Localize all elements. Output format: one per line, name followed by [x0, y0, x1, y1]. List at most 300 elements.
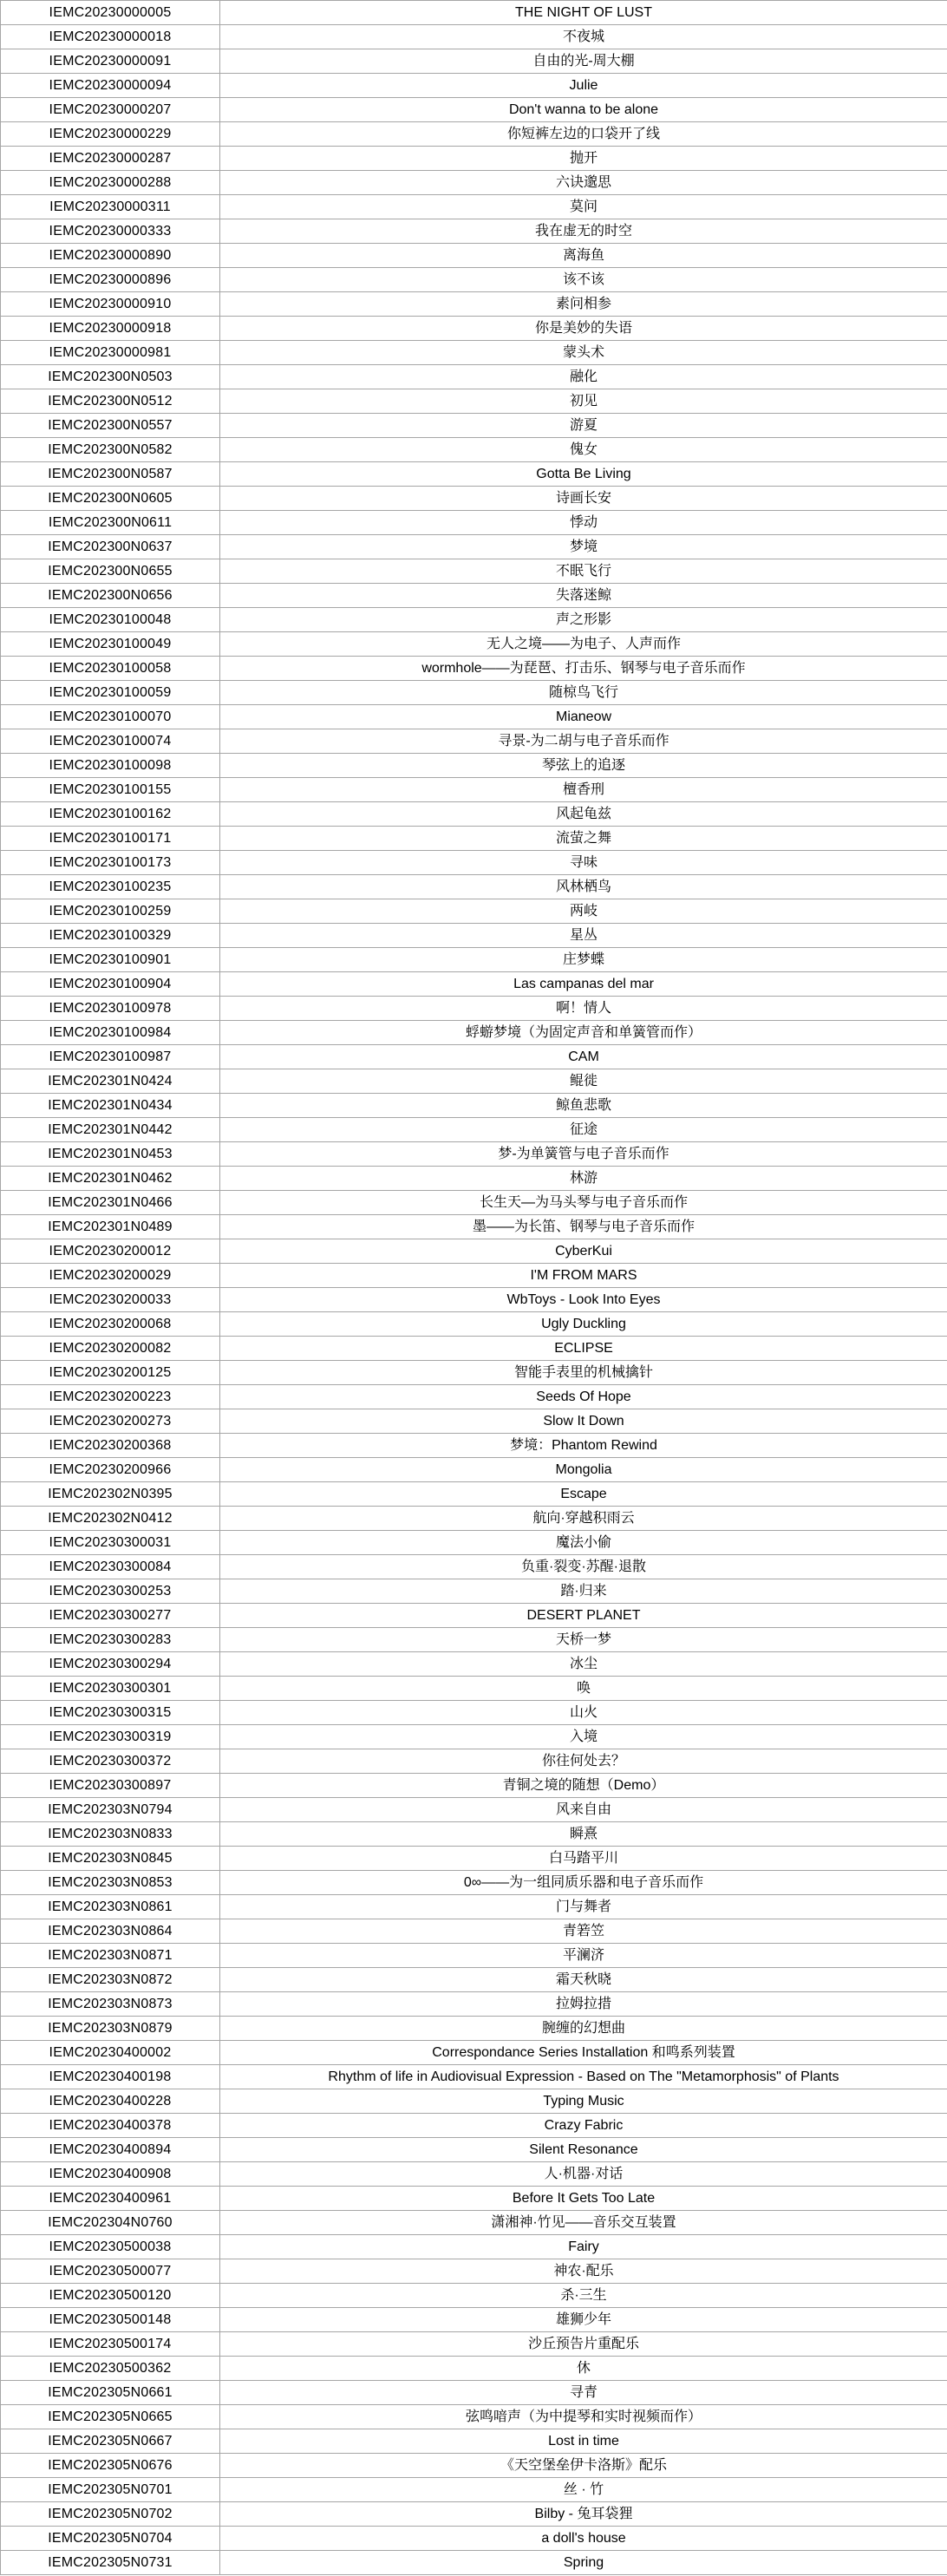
- entry-title-cell[interactable]: 游夏: [220, 414, 947, 438]
- entry-title-cell[interactable]: 杀·三生: [220, 2284, 947, 2308]
- table-row: [1, 1677, 947, 1701]
- entry-id-cell[interactable]: IEMC20230500120: [1, 2284, 220, 2308]
- table-row: [1, 122, 947, 147]
- entry-id-cell[interactable]: IEMC20230100904: [1, 972, 220, 997]
- table-row: [1, 1652, 947, 1677]
- table-row: [1, 1094, 947, 1118]
- entry-id-cell[interactable]: IEMC20230300294: [1, 1652, 220, 1677]
- entry-title-cell[interactable]: Bilby - 兔耳袋狸: [220, 2502, 947, 2527]
- table-row: [1, 2284, 947, 2308]
- entry-id-cell[interactable]: IEMC20230300897: [1, 1774, 220, 1798]
- entry-id-cell[interactable]: IEMC20230400378: [1, 2114, 220, 2138]
- entry-title-cell[interactable]: 梦-为单簧管与电子音乐而作: [220, 1142, 947, 1167]
- entry-title-cell[interactable]: 腕缠的幻想曲: [220, 2017, 947, 2041]
- table-row: [1, 875, 947, 899]
- entry-title-cell[interactable]: Mianeow: [220, 705, 947, 729]
- entry-id-cell[interactable]: IEMC20230000981: [1, 341, 220, 365]
- table-row: [1, 1337, 947, 1361]
- entry-id-cell[interactable]: IEMC20230100058: [1, 657, 220, 681]
- entry-title-cell[interactable]: Seeds Of Hope: [220, 1385, 947, 1409]
- entry-id-cell[interactable]: IEMC20230400908: [1, 2162, 220, 2187]
- entry-id-cell[interactable]: IEMC202303N0833: [1, 1822, 220, 1847]
- entry-id-cell[interactable]: IEMC20230300315: [1, 1701, 220, 1725]
- entry-title-cell[interactable]: Julie: [220, 74, 947, 98]
- entry-title-cell[interactable]: 檀香刑: [220, 778, 947, 802]
- entry-id-cell[interactable]: IEMC20230100074: [1, 729, 220, 754]
- entry-title-cell[interactable]: 潇湘神·竹见——音乐交互装置: [220, 2211, 947, 2235]
- entry-id-cell[interactable]: IEMC20230100259: [1, 899, 220, 924]
- entry-title-cell[interactable]: 不夜城: [220, 25, 947, 49]
- table-row: [1, 2162, 947, 2187]
- table-row: [1, 681, 947, 705]
- table-row: [1, 851, 947, 875]
- entry-title-cell[interactable]: 征途: [220, 1118, 947, 1142]
- entry-id-cell[interactable]: IEMC20230000918: [1, 317, 220, 341]
- table-row: [1, 1264, 947, 1288]
- table-row: [1, 2478, 947, 2502]
- entry-title-cell[interactable]: Crazy Fabric: [220, 2114, 947, 2138]
- entry-id-cell[interactable]: IEMC20230400894: [1, 2138, 220, 2162]
- entry-id-cell[interactable]: IEMC20230100048: [1, 608, 220, 632]
- entry-title-cell[interactable]: 庄梦蝶: [220, 948, 947, 972]
- entry-id-cell[interactable]: IEMC20230200966: [1, 1458, 220, 1482]
- entry-id-cell[interactable]: IEMC20230100235: [1, 875, 220, 899]
- table-row: [1, 657, 947, 681]
- entry-id-cell[interactable]: IEMC20230300277: [1, 1604, 220, 1628]
- entry-id-cell[interactable]: IEMC202301N0466: [1, 1191, 220, 1215]
- entry-id-cell[interactable]: IEMC20230000005: [1, 1, 220, 25]
- entry-title-cell[interactable]: Spring: [220, 2551, 947, 2575]
- entry-id-cell[interactable]: IEMC20230300031: [1, 1531, 220, 1555]
- table-row: [1, 1409, 947, 1434]
- entry-id-cell[interactable]: IEMC202303N0864: [1, 1919, 220, 1944]
- entry-id-cell[interactable]: IEMC20230000311: [1, 195, 220, 219]
- entry-title-cell[interactable]: 融化: [220, 365, 947, 389]
- entry-id-cell[interactable]: IEMC20230100984: [1, 1021, 220, 1045]
- entry-id-cell[interactable]: IEMC202301N0462: [1, 1167, 220, 1191]
- table-row: [1, 632, 947, 657]
- entry-id-cell[interactable]: IEMC20230200368: [1, 1434, 220, 1458]
- entry-title-cell[interactable]: 入境: [220, 1725, 947, 1749]
- entry-id-cell[interactable]: IEMC202300N0655: [1, 559, 220, 584]
- table-row: [1, 535, 947, 559]
- table-row: [1, 1895, 947, 1919]
- entry-title-cell[interactable]: 休: [220, 2357, 947, 2381]
- table-row: [1, 438, 947, 462]
- entry-title-cell[interactable]: Slow It Down: [220, 1409, 947, 1434]
- table-row: [1, 2332, 947, 2357]
- entry-title-cell[interactable]: Before It Gets Too Late: [220, 2187, 947, 2211]
- entry-title-cell[interactable]: 鲲徙: [220, 1069, 947, 1094]
- entry-title-cell[interactable]: THE NIGHT OF LUST: [220, 1, 947, 25]
- table-row: [1, 389, 947, 414]
- entry-title-cell[interactable]: 自由的光-周大棚: [220, 49, 947, 74]
- table-row: [1, 2551, 947, 2575]
- table-row: [1, 2405, 947, 2429]
- entry-title-cell[interactable]: 踏·归来: [220, 1579, 947, 1604]
- table-row: [1, 2308, 947, 2332]
- table-row: [1, 2381, 947, 2405]
- entry-title-cell[interactable]: 星丛: [220, 924, 947, 948]
- entry-id-cell[interactable]: IEMC202300N0512: [1, 389, 220, 414]
- entry-title-cell[interactable]: 你往何处去？: [220, 1749, 947, 1774]
- entry-id-cell[interactable]: IEMC202300N0611: [1, 511, 220, 535]
- entry-id-cell[interactable]: IEMC20230100049: [1, 632, 220, 657]
- entry-id-cell[interactable]: IEMC20230100901: [1, 948, 220, 972]
- table-row: [1, 1822, 947, 1847]
- entry-title-cell[interactable]: DESERT PLANET: [220, 1604, 947, 1628]
- table-row: [1, 244, 947, 268]
- entry-id-cell[interactable]: IEMC20230000094: [1, 74, 220, 98]
- entry-title-cell[interactable]: CAM: [220, 1045, 947, 1069]
- entry-title-cell[interactable]: WbToys - Look Into Eyes: [220, 1288, 947, 1312]
- entry-id-cell[interactable]: IEMC202305N0704: [1, 2527, 220, 2551]
- entry-title-cell[interactable]: 风来自由: [220, 1798, 947, 1822]
- entry-id-cell[interactable]: IEMC20230000091: [1, 49, 220, 74]
- table-row: [1, 292, 947, 317]
- entry-id-cell[interactable]: IEMC20230500362: [1, 2357, 220, 2381]
- entry-title-cell[interactable]: 无人之境——为电子、人声而作: [220, 632, 947, 657]
- entry-title-cell[interactable]: 瞬熹: [220, 1822, 947, 1847]
- entry-title-cell[interactable]: 该不该: [220, 268, 947, 292]
- entry-id-cell[interactable]: IEMC20230300319: [1, 1725, 220, 1749]
- entry-title-cell[interactable]: 风起龟兹: [220, 802, 947, 827]
- entry-title-cell[interactable]: 流萤之舞: [220, 827, 947, 851]
- entry-id-cell[interactable]: IEMC202300N0605: [1, 487, 220, 511]
- entry-id-cell[interactable]: IEMC20230100070: [1, 705, 220, 729]
- entry-title-cell[interactable]: 初见: [220, 389, 947, 414]
- entry-title-cell[interactable]: 傀女: [220, 438, 947, 462]
- table-row: [1, 171, 947, 195]
- entry-title-cell[interactable]: 门与舞者: [220, 1895, 947, 1919]
- entry-id-cell[interactable]: IEMC20230500038: [1, 2235, 220, 2259]
- entry-id-cell[interactable]: IEMC202303N0861: [1, 1895, 220, 1919]
- entry-title-cell[interactable]: 失落迷鲸: [220, 584, 947, 608]
- entry-id-cell[interactable]: IEMC20230100171: [1, 827, 220, 851]
- table-row: [1, 778, 947, 802]
- entry-id-cell[interactable]: IEMC202301N0489: [1, 1215, 220, 1239]
- table-row: [1, 317, 947, 341]
- entry-title-cell[interactable]: 素问相参: [220, 292, 947, 317]
- table-row: [1, 705, 947, 729]
- entry-id-cell[interactable]: IEMC202301N0442: [1, 1118, 220, 1142]
- entry-title-cell[interactable]: 你短裤左边的口袋开了线: [220, 122, 947, 147]
- entry-id-cell[interactable]: IEMC202303N0872: [1, 1968, 220, 1992]
- entry-id-cell[interactable]: IEMC20230300301: [1, 1677, 220, 1701]
- entry-id-cell[interactable]: IEMC20230100987: [1, 1045, 220, 1069]
- entry-title-cell[interactable]: 白马踏平川: [220, 1847, 947, 1871]
- entry-id-cell[interactable]: IEMC20230200082: [1, 1337, 220, 1361]
- entry-title-cell[interactable]: 鲸鱼悲歌: [220, 1094, 947, 1118]
- entry-title-cell[interactable]: 《天空堡垒伊卡洛斯》配乐: [220, 2454, 947, 2478]
- table-row: [1, 1919, 947, 1944]
- table-row: [1, 2211, 947, 2235]
- entry-title-cell[interactable]: 沙丘预告片重配乐: [220, 2332, 947, 2357]
- entry-title-cell[interactable]: 天桥一梦: [220, 1628, 947, 1652]
- table-row: [1, 1531, 947, 1555]
- entry-title-cell[interactable]: 莫问: [220, 195, 947, 219]
- entry-title-cell[interactable]: a doll's house: [220, 2527, 947, 2551]
- entry-id-cell[interactable]: IEMC20230000229: [1, 122, 220, 147]
- entry-title-cell[interactable]: 青铜之境的随想（Demo）: [220, 1774, 947, 1798]
- entry-id-cell[interactable]: IEMC20230000910: [1, 292, 220, 317]
- entry-title-cell[interactable]: 啊！情人: [220, 997, 947, 1021]
- entry-id-cell[interactable]: IEMC202305N0661: [1, 2381, 220, 2405]
- entry-title-cell[interactable]: Las campanas del mar: [220, 972, 947, 997]
- entry-id-cell[interactable]: IEMC20230000018: [1, 25, 220, 49]
- entry-title-cell[interactable]: 我在虚无的时空: [220, 219, 947, 244]
- entry-id-cell[interactable]: IEMC20230200223: [1, 1385, 220, 1409]
- entry-title-cell[interactable]: Fairy: [220, 2235, 947, 2259]
- table-row: [1, 1434, 947, 1458]
- table-row: [1, 1021, 947, 1045]
- entry-id-cell[interactable]: IEMC202300N0587: [1, 462, 220, 487]
- table-row: [1, 948, 947, 972]
- table-row: [1, 997, 947, 1021]
- entry-title-cell[interactable]: 梦境：Phantom Rewind: [220, 1434, 947, 1458]
- entry-id-cell[interactable]: IEMC20230500148: [1, 2308, 220, 2332]
- entry-title-cell[interactable]: 梦境: [220, 535, 947, 559]
- entry-id-cell[interactable]: IEMC20230200125: [1, 1361, 220, 1385]
- entry-title-cell[interactable]: 霜天秋晓: [220, 1968, 947, 1992]
- entry-id-cell[interactable]: IEMC20230400002: [1, 2041, 220, 2065]
- table-row: [1, 1604, 947, 1628]
- entry-id-cell[interactable]: IEMC20230200273: [1, 1409, 220, 1434]
- entry-id-cell[interactable]: IEMC20230200033: [1, 1288, 220, 1312]
- entry-title-cell[interactable]: 蒙头术: [220, 341, 947, 365]
- entry-id-cell[interactable]: IEMC20230500077: [1, 2259, 220, 2284]
- entry-id-cell[interactable]: IEMC202302N0395: [1, 1482, 220, 1507]
- entry-id-cell[interactable]: IEMC20230300283: [1, 1628, 220, 1652]
- entry-title-cell[interactable]: Lost in time: [220, 2429, 947, 2454]
- table-row: [1, 1798, 947, 1822]
- table-row: [1, 341, 947, 365]
- entry-id-cell[interactable]: IEMC20230000333: [1, 219, 220, 244]
- entry-title-cell[interactable]: 不眠飞行: [220, 559, 947, 584]
- table-row: [1, 462, 947, 487]
- entry-id-cell[interactable]: IEMC20230400961: [1, 2187, 220, 2211]
- table-row: [1, 414, 947, 438]
- table-row: [1, 1069, 947, 1094]
- entry-id-cell[interactable]: IEMC20230000896: [1, 268, 220, 292]
- entries-table-body: [1, 1, 947, 2575]
- table-row: [1, 1288, 947, 1312]
- entry-id-cell[interactable]: IEMC202304N0760: [1, 2211, 220, 2235]
- table-row: [1, 1628, 947, 1652]
- entry-id-cell[interactable]: IEMC202303N0871: [1, 1944, 220, 1968]
- table-row: [1, 219, 947, 244]
- table-row: [1, 827, 947, 851]
- entry-title-cell[interactable]: 风林栖鸟: [220, 875, 947, 899]
- entry-title-cell[interactable]: 林游: [220, 1167, 947, 1191]
- table-row: [1, 74, 947, 98]
- entry-id-cell[interactable]: IEMC20230000288: [1, 171, 220, 195]
- entry-id-cell[interactable]: IEMC20230000207: [1, 98, 220, 122]
- entry-id-cell[interactable]: IEMC20230300253: [1, 1579, 220, 1604]
- entry-id-cell[interactable]: IEMC20230000287: [1, 147, 220, 171]
- entry-title-cell[interactable]: Gotta Be Living: [220, 462, 947, 487]
- entry-title-cell[interactable]: 唤: [220, 1677, 947, 1701]
- table-row: [1, 2114, 947, 2138]
- entry-id-cell[interactable]: IEMC202303N0853: [1, 1871, 220, 1895]
- table-row: [1, 1215, 947, 1239]
- table-row: [1, 1725, 947, 1749]
- entry-id-cell[interactable]: IEMC20230100173: [1, 851, 220, 875]
- table-row: [1, 2259, 947, 2284]
- entry-id-cell[interactable]: IEMC202305N0731: [1, 2551, 220, 2575]
- entry-id-cell[interactable]: IEMC202300N0637: [1, 535, 220, 559]
- entry-title-cell[interactable]: 丝 · 竹: [220, 2478, 947, 2502]
- entry-id-cell[interactable]: IEMC20230100162: [1, 802, 220, 827]
- entry-id-cell[interactable]: IEMC202300N0503: [1, 365, 220, 389]
- entry-id-cell[interactable]: IEMC202301N0424: [1, 1069, 220, 1094]
- entry-title-cell[interactable]: Ugly Duckling: [220, 1312, 947, 1337]
- entry-title-cell[interactable]: ECLIPSE: [220, 1337, 947, 1361]
- entry-id-cell[interactable]: IEMC20230300084: [1, 1555, 220, 1579]
- entry-title-cell[interactable]: CyberKui: [220, 1239, 947, 1264]
- entry-id-cell[interactable]: IEMC20230400228: [1, 2089, 220, 2114]
- entry-id-cell[interactable]: IEMC20230100098: [1, 754, 220, 778]
- entry-id-cell[interactable]: IEMC202303N0845: [1, 1847, 220, 1871]
- table-row: [1, 2065, 947, 2089]
- entry-id-cell[interactable]: IEMC202305N0665: [1, 2405, 220, 2429]
- table-row: [1, 1312, 947, 1337]
- entry-id-cell[interactable]: IEMC202303N0879: [1, 2017, 220, 2041]
- entry-title-cell[interactable]: 青箬笠: [220, 1919, 947, 1944]
- entry-title-cell[interactable]: 离海鱼: [220, 244, 947, 268]
- table-row: [1, 802, 947, 827]
- entry-title-cell[interactable]: 弦鸣喑声（为中提琴和实时视频而作）: [220, 2405, 947, 2429]
- table-row: [1, 729, 947, 754]
- entry-title-cell[interactable]: 人·机器·对话: [220, 2162, 947, 2187]
- table-row: [1, 2041, 947, 2065]
- entry-id-cell[interactable]: IEMC20230100059: [1, 681, 220, 705]
- entry-id-cell[interactable]: IEMC20230500174: [1, 2332, 220, 2357]
- entry-title-cell[interactable]: 声之形影: [220, 608, 947, 632]
- entry-title-cell[interactable]: 平澜济: [220, 1944, 947, 1968]
- entry-title-cell[interactable]: 山火: [220, 1701, 947, 1725]
- entry-title-cell[interactable]: Typing Music: [220, 2089, 947, 2114]
- entry-title-cell[interactable]: 0∞——为一组同质乐器和电子音乐而作: [220, 1871, 947, 1895]
- table-row: [1, 1701, 947, 1725]
- entry-id-cell[interactable]: IEMC20230200068: [1, 1312, 220, 1337]
- table-row: [1, 1579, 947, 1604]
- table-row: [1, 1847, 947, 1871]
- entry-id-cell[interactable]: IEMC20230100329: [1, 924, 220, 948]
- entry-title-cell[interactable]: Correspondance Series Installation 和鸣系列装置: [220, 2041, 947, 2065]
- table-row: [1, 1458, 947, 1482]
- entry-title-cell[interactable]: Mongolia: [220, 1458, 947, 1482]
- entry-title-cell[interactable]: 悸动: [220, 511, 947, 535]
- entry-id-cell[interactable]: IEMC202301N0434: [1, 1094, 220, 1118]
- table-row: [1, 972, 947, 997]
- entry-id-cell[interactable]: IEMC20230300372: [1, 1749, 220, 1774]
- entry-id-cell[interactable]: IEMC202300N0582: [1, 438, 220, 462]
- entry-title-cell[interactable]: 琴弦上的追逐: [220, 754, 947, 778]
- entry-title-cell[interactable]: 寻味: [220, 851, 947, 875]
- entry-id-cell[interactable]: IEMC20230200012: [1, 1239, 220, 1264]
- table-row: [1, 2187, 947, 2211]
- entry-id-cell[interactable]: IEMC202302N0412: [1, 1507, 220, 1531]
- table-row: [1, 1361, 947, 1385]
- table-row: [1, 559, 947, 584]
- table-row: [1, 511, 947, 535]
- entry-title-cell[interactable]: 神农·配乐: [220, 2259, 947, 2284]
- table-row: [1, 25, 947, 49]
- entry-title-cell[interactable]: 拉姆拉措: [220, 1992, 947, 2017]
- table-row: [1, 924, 947, 948]
- entry-title-cell[interactable]: 雄狮少年: [220, 2308, 947, 2332]
- entry-id-cell[interactable]: IEMC202305N0702: [1, 2502, 220, 2527]
- entry-title-cell[interactable]: Escape: [220, 1482, 947, 1507]
- entry-id-cell[interactable]: IEMC202303N0794: [1, 1798, 220, 1822]
- entry-title-cell[interactable]: 两岐: [220, 899, 947, 924]
- entry-id-cell[interactable]: IEMC202301N0453: [1, 1142, 220, 1167]
- entry-id-cell[interactable]: IEMC20230100155: [1, 778, 220, 802]
- table-row: [1, 1968, 947, 1992]
- entry-id-cell[interactable]: IEMC20230200029: [1, 1264, 220, 1288]
- entry-title-cell[interactable]: 魔法小偷: [220, 1531, 947, 1555]
- entry-title-cell[interactable]: 冰尘: [220, 1652, 947, 1677]
- table-row: [1, 584, 947, 608]
- entry-title-cell[interactable]: 航向·穿越积雨云: [220, 1507, 947, 1531]
- table-row: [1, 608, 947, 632]
- entry-id-cell[interactable]: IEMC202305N0701: [1, 2478, 220, 2502]
- entry-id-cell[interactable]: IEMC202305N0676: [1, 2454, 220, 2478]
- entry-title-cell[interactable]: 抛开: [220, 147, 947, 171]
- entry-title-cell[interactable]: 六诀邈思: [220, 171, 947, 195]
- table-row: [1, 1239, 947, 1264]
- entry-title-cell[interactable]: 智能手表里的机械擒针: [220, 1361, 947, 1385]
- entry-id-cell[interactable]: IEMC20230100978: [1, 997, 220, 1021]
- table-row: [1, 487, 947, 511]
- table-row: [1, 1385, 947, 1409]
- entry-title-cell[interactable]: Rhythm of life in Audiovisual Expression - Based on The "Metamorphosis" of Plants: [220, 2065, 947, 2089]
- entry-title-cell[interactable]: 寻青: [220, 2381, 947, 2405]
- table-row: [1, 2454, 947, 2478]
- entry-title-cell[interactable]: Silent Resonance: [220, 2138, 947, 2162]
- entry-id-cell[interactable]: IEMC20230400198: [1, 2065, 220, 2089]
- entry-id-cell[interactable]: IEMC20230000890: [1, 244, 220, 268]
- entry-id-cell[interactable]: IEMC202300N0557: [1, 414, 220, 438]
- entry-title-cell[interactable]: 你是美妙的失语: [220, 317, 947, 341]
- entry-title-cell[interactable]: 墨——为长笛、钢琴与电子音乐而作: [220, 1215, 947, 1239]
- entry-title-cell[interactable]: wormhole——为琵琶、打击乐、钢琴与电子音乐而作: [220, 657, 947, 681]
- table-row: [1, 1555, 947, 1579]
- table-row: [1, 754, 947, 778]
- entry-title-cell[interactable]: I'M FROM MARS: [220, 1264, 947, 1288]
- table-row: [1, 268, 947, 292]
- table-row: [1, 2235, 947, 2259]
- entry-id-cell[interactable]: IEMC202300N0656: [1, 584, 220, 608]
- entry-id-cell[interactable]: IEMC202305N0667: [1, 2429, 220, 2454]
- entry-title-cell[interactable]: 长生天—为马头琴与电子音乐而作: [220, 1191, 947, 1215]
- entry-id-cell[interactable]: IEMC202303N0873: [1, 1992, 220, 2017]
- table-row: [1, 1118, 947, 1142]
- entry-title-cell[interactable]: 随椋鸟飞行: [220, 681, 947, 705]
- entry-title-cell[interactable]: Don't wanna to be alone: [220, 98, 947, 122]
- entry-title-cell[interactable]: 蜉蝣梦境（为固定声音和单簧管而作）: [220, 1021, 947, 1045]
- table-row: [1, 365, 947, 389]
- table-row: [1, 1774, 947, 1798]
- table-row: [1, 899, 947, 924]
- table-row: [1, 2089, 947, 2114]
- entry-title-cell[interactable]: 诗画长安: [220, 487, 947, 511]
- entry-title-cell[interactable]: 寻景-为二胡与电子音乐而作: [220, 729, 947, 754]
- table-row: [1, 195, 947, 219]
- table-row: [1, 98, 947, 122]
- entry-title-cell[interactable]: 负重·裂变·苏醒·退散: [220, 1555, 947, 1579]
